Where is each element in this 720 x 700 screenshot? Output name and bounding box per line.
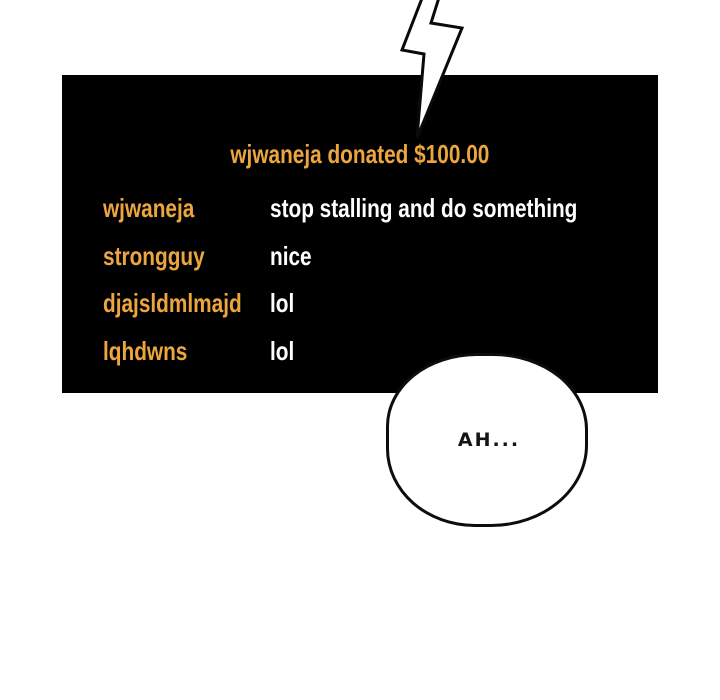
donation-header	[62, 139, 658, 169]
speech-bubble	[386, 353, 588, 527]
donation-header-text: wjwaneja donated $100.00	[230, 139, 490, 169]
chat-username: lqhdwns	[103, 336, 188, 366]
chat-message: stop stalling and do something	[270, 193, 578, 223]
chat-message: lol	[270, 288, 295, 318]
chat-overlay-panel	[62, 75, 658, 393]
speech-bubble-text: AH...	[457, 429, 521, 451]
chat-row	[62, 288, 658, 318]
chat-username: djajsldmlmajd	[103, 288, 242, 318]
chat-row	[62, 193, 658, 223]
chat-username: strongguy	[103, 241, 205, 271]
chat-message: nice	[270, 241, 312, 271]
chat-username: wjwaneja	[103, 193, 195, 223]
chat-row	[62, 336, 658, 366]
chat-message: lol	[270, 336, 295, 366]
chat-row	[62, 241, 658, 271]
